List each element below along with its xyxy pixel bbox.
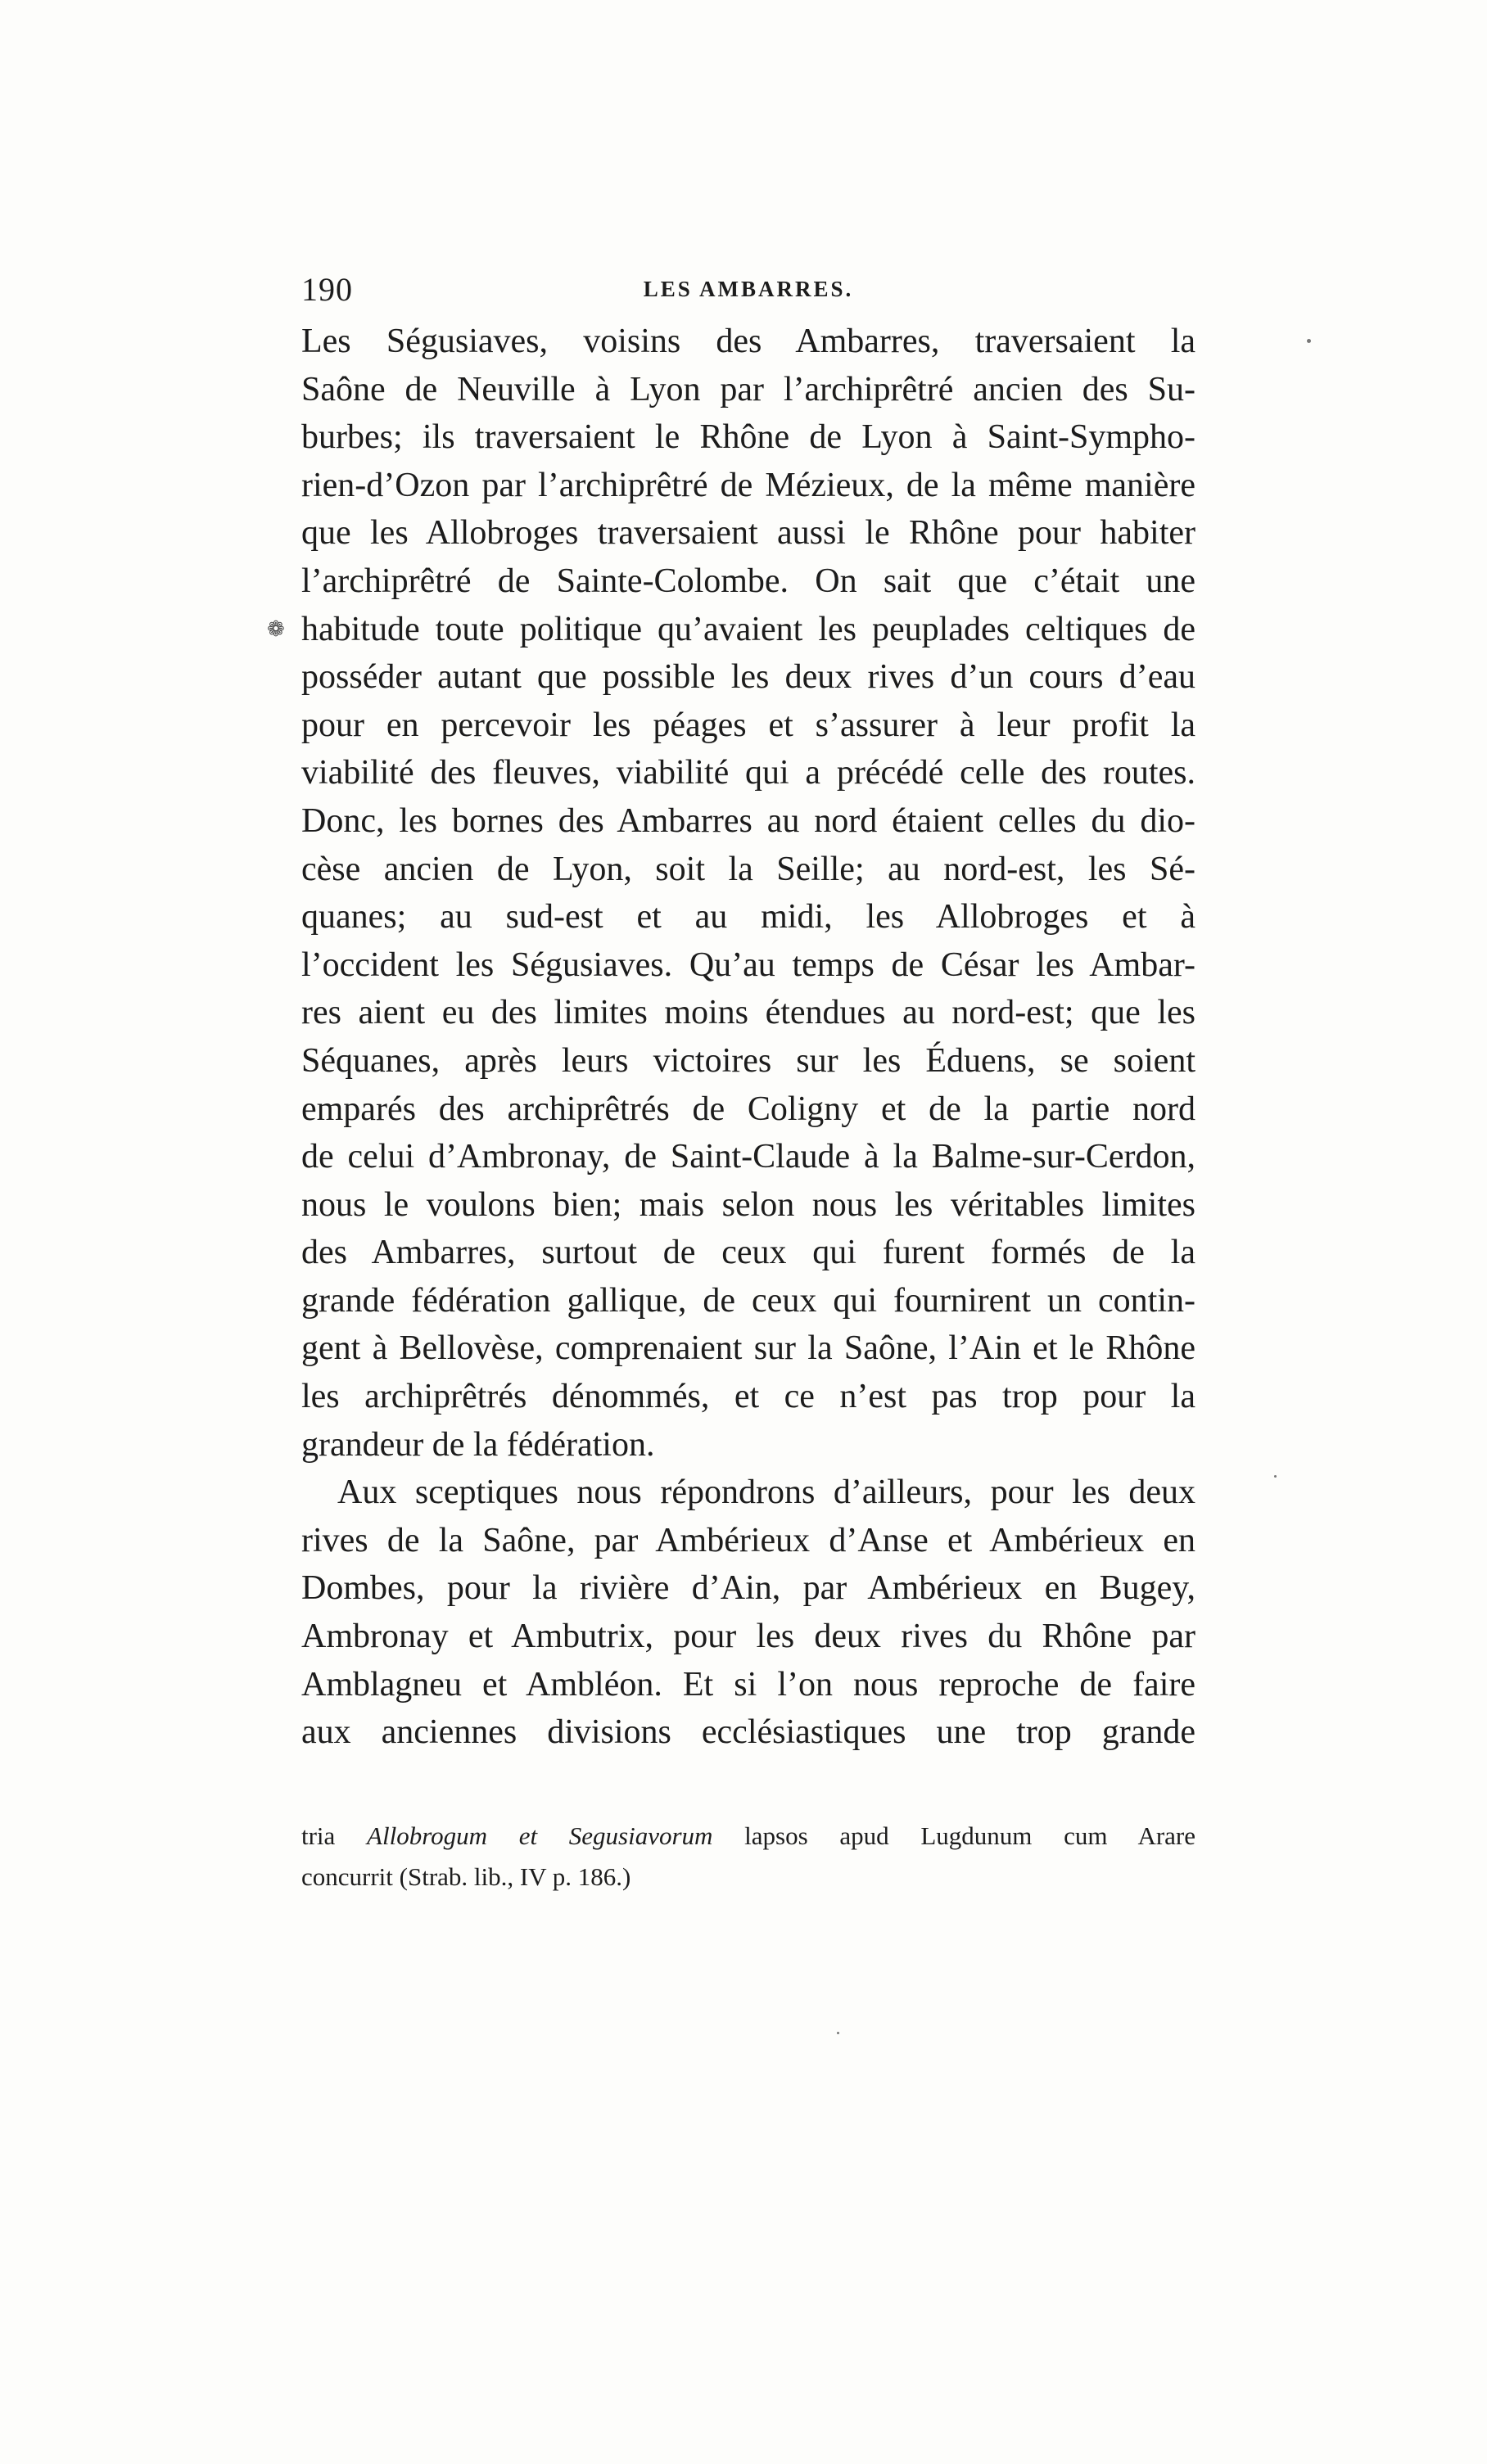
text-line: Dombes, pour la rivière d’Ain, par Ambérieux en Bugey, [301, 1569, 1195, 1608]
text-line: rives de la Saône, par Ambérieux d’Anse et Ambérieux en [301, 1521, 1195, 1559]
page-header [301, 270, 1195, 311]
text-line: que les Allobroges traversaient aussi le Rhône pour habiter [301, 514, 1195, 553]
text-line: l’archiprêtré de Sainte-Colombe. On sait que c’était une [301, 562, 1195, 600]
text-line: Amblagneu et Ambléon. Et si l’on nous reproche de faire [301, 1665, 1195, 1704]
text-line: emparés des archiprêtrés de Coligny et de la partie nord [301, 1090, 1195, 1128]
text-line: viabilité des fleuves, viabilité qui a précédé celle des routes. [301, 754, 1195, 792]
footnote-italic: Allobrogum et Segusiavorum [367, 1821, 713, 1850]
text-line: posséder autant que possible les deux rives d’un cours d’eau [301, 658, 1195, 697]
paper-speck [837, 2032, 839, 2034]
text-line: les archiprêtrés dénommés, et ce n’est pas trop pour la [301, 1378, 1195, 1416]
text-line: Ambronay et Ambutrix, pour les deux rives du Rhône par [301, 1618, 1195, 1656]
body-text [301, 318, 1195, 1757]
text-line: nous le voulons bien; mais selon nous les véritables limites [301, 1185, 1195, 1224]
footnote-text: tria [301, 1821, 368, 1850]
text-line: rien-d’Ozon par l’archiprêtré de Mézieux, de la même manière [301, 466, 1195, 504]
text-line: aux anciennes divisions ecclésiastiques une trop grande [301, 1713, 1195, 1752]
text-line: Séquanes, après leurs victoires sur les Éduens, se soient [301, 1041, 1195, 1080]
text-line: pour en percevoir les péages et s’assurer à leur profit la [301, 706, 1195, 744]
text-line: de celui d’Ambronay, de Saint-Claude à la Balme-sur-Cerdon, [301, 1138, 1195, 1176]
footnote-line: concurrit (Strab. lib., IV p. 186.) [301, 1862, 631, 1891]
running-title: LES AMBARRES. [643, 277, 854, 301]
text-line: l’occident les Ségusiaves. Qu’au temps de César les Ambar- [301, 945, 1195, 984]
paragraph-end-line: grandeur de la fédération. [301, 1425, 655, 1464]
text-line: habitude toute politique qu’avaient les peuplades celtiques de [301, 610, 1195, 648]
text-line: des Ambarres, surtout de ceux qui furent formés de la [301, 1234, 1195, 1272]
text-line: Les Ségusiaves, voisins des Ambarres, traversaient la [301, 323, 1195, 360]
text-line: cèse ancien de Lyon, soit la Seille; au nord-est, les Sé- [301, 850, 1195, 888]
footnote [301, 1816, 1195, 1898]
text-line: quanes; au sud-est et au midi, les Allobroges et à [301, 898, 1195, 936]
paper-speck [1274, 1475, 1277, 1478]
text-line: Saône de Neuville à Lyon par l’archiprêtré ancien des Su- [301, 370, 1195, 408]
page-number: 190 [301, 271, 353, 308]
footnote-text: lapsos apud Lugdunum cum Arare [712, 1821, 1195, 1850]
paper-speck [1307, 339, 1311, 343]
text-line: Donc, les bornes des Ambarres au nord étaient celles du dio- [301, 801, 1195, 840]
text-line: burbes; ils traversaient le Rhône de Lyon à Saint-Sympho- [301, 418, 1195, 457]
fleuron-icon: ❁ [267, 617, 285, 641]
paragraph-start-line: Aux sceptiques nous répondrons d’ailleurs, pour les deux [337, 1473, 1195, 1512]
text-line: res aient eu des limites moins étendues au nord-est; que les [301, 994, 1195, 1032]
text-line: gent à Bellovèse, comprenaient sur la Saône, l’Ain et le Rhône [301, 1329, 1195, 1368]
footnote-line [301, 1816, 1195, 1857]
text-line: grande fédération gallique, de ceux qui fournirent un contin- [301, 1281, 1195, 1320]
